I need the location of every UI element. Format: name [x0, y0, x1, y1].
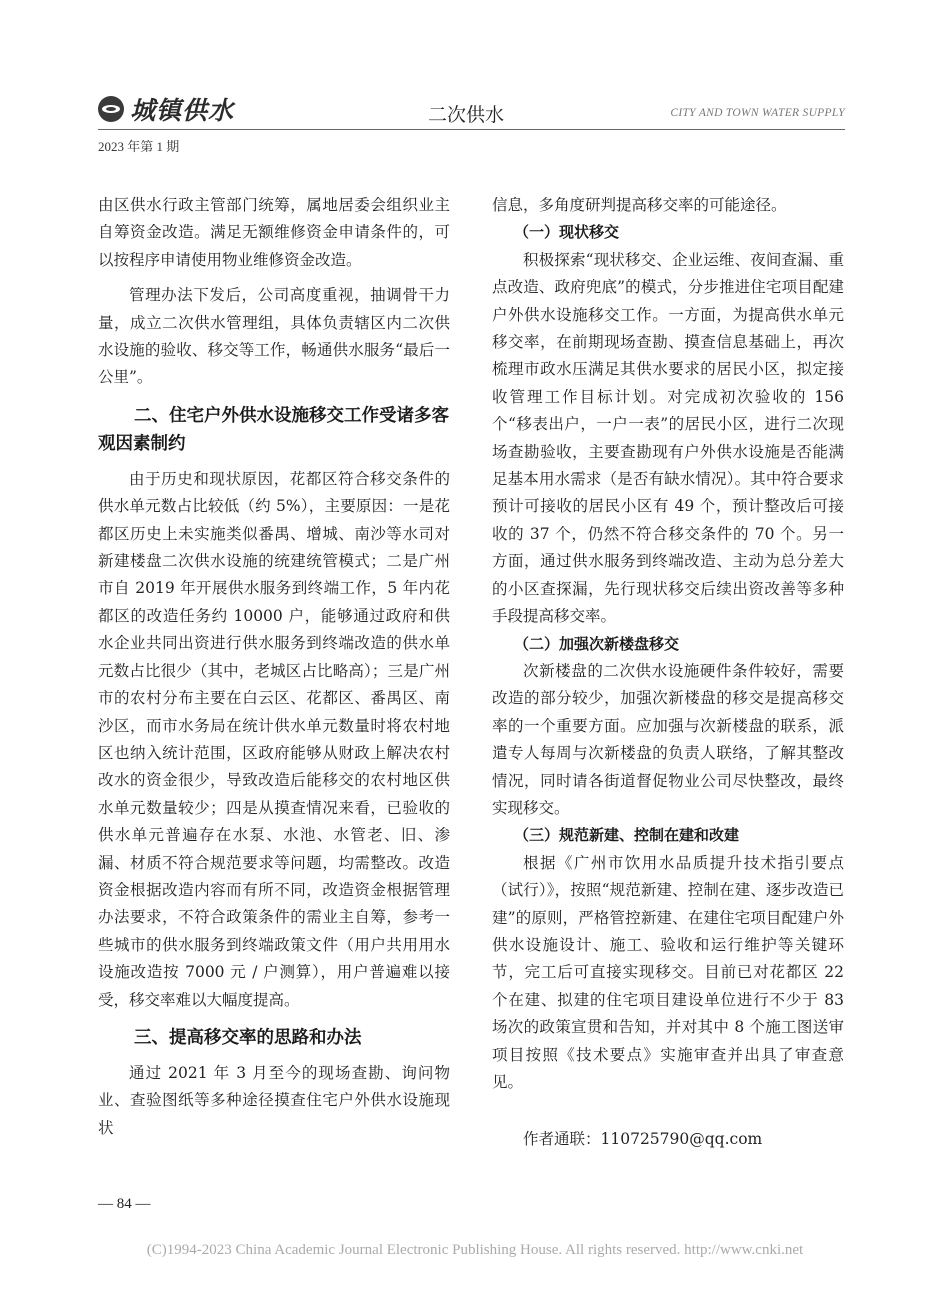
- section-title: 二次供水: [428, 104, 505, 126]
- journal-english-name: CITY AND TOWN WATER SUPPLY: [670, 107, 845, 119]
- section-heading: 二、住宅户外供水设施移交工作受诸多客观因素制约: [98, 405, 449, 454]
- subsection-heading: （一）现状移交: [514, 223, 620, 242]
- issue-label: 2023 年第 1 期: [98, 139, 180, 154]
- water-drop-logo-icon: [98, 96, 124, 122]
- paragraph: 由于历史和现状原因，花都区符合移交条件的供水单元数占比较低（约 5%），主要原因：一是花都区历史上未实施类似番禺、增城、南沙等水司对新建楼盘二次供水设施的统建统管模式；二是广州市自 2019 年开展供水服务到终端工作，5 年内花都区的改造任务约 10000 户，能够通过政府和供水企业共同出资进行供水服务到终端改造的供水单元数占比很少（其中，老城区占比略高）；三是广州市的农村分布主要在白云区、花都区、番禺区、南沙区，而市水务局在统计供水单元数量时将农村地区也纳入统计范围，区政府能够从财政上解决农村改水的资金很少，导致改造后能移交的农村地区供水单元数量较少；四是从摸查情况来看，已验收的供水单元普遍存在水泵、水池、水管老、旧、渗漏、材质不符合规范要求等问题，均需整改。改造资金根据改造内容而有所不同，改造资金根据管理办法要求，不符合政策条件的需业主自筹，参考一些城市的供水服务到终端政策文件（用户共用用水设施改造按 7000 元 / 户测算），用户普遍难以接受，移交率难以大幅度提高。: [98, 469, 450, 1009]
- section-heading: 三、提高移交率的思路和办法: [134, 1027, 362, 1048]
- subsection-heading: （二）加强次新楼盘移交: [514, 634, 680, 653]
- paragraph: 由区供水行政主管部门统筹，属地居委会组织业主自筹资金改造。满足无额维修资金申请条件的，可以按程序申请使用物业维修资金改造。: [98, 196, 450, 269]
- left-column: [98, 192, 450, 1142]
- header-divider: [98, 129, 845, 130]
- paragraph: 信息，多角度研判提高移交率的可能途径。: [492, 196, 787, 214]
- paragraph: 管理办法下发后，公司高度重视，抽调骨干力量，成立二次供水管理组，具体负责辖区内二次供水设施的验收、移交等工作，畅通供水服务“最后一公里”。: [98, 286, 450, 387]
- author-contact: 作者通联：110725790@qq.com: [523, 1130, 763, 1149]
- paragraph: 积极探索“现状移交、企业运维、夜间查漏、重点改造、政府兜底”的模式，分步推进住宅项目配建户外供水设施移交工作。一方面，为提高供水单元移交率，在前期现场查勘、摸查信息基础上，再次梳理市政水压满足其供水要求的居民小区，拟定接收管理工作目标计划。对完成初次验收的 156 个“移表出户，一户一表”的居民小区，进行二次现场查勘验收，主要查勘现有户外供水设施是否能满足基本用水需求（是否有缺水情况）。其中符合要求预计可接收的居民小区有 49 个，预计整改后可接收的 37 个，仍然不符合移交条件的 70 个。另一方面，通过供水服务到终端改造、主动为总分差大的小区查探漏，先行现状移交后续出资改善等多种手段提高移交率。: [492, 250, 844, 626]
- journal-logo: [98, 92, 234, 126]
- paragraph: 次新楼盘的二次供水设施硬件条件较好，需要改造的部分较少，加强次新楼盘的移交是提高移交率的一个重要方面。应加强与次新楼盘的联系，派遣专人每周与次新楼盘的负责人联络，了解其整改情况，同时请各街道督促物业公司尽快整改，最终实现移交。: [492, 661, 844, 817]
- copyright-notice: (C)1994-2023 China Academic Journal Electronic Publishing House. All rights reserved. http://www.cnki.net: [146, 1242, 804, 1258]
- paragraph: 通过 2021 年 3 月至今的现场查勘、询问物业、查验图纸等多种途径摸查住宅户外供水设施现状: [98, 1063, 450, 1137]
- journal-logo-text: 城镇供水: [130, 96, 235, 125]
- paragraph: 根据《广州市饮用水品质提升技术指引要点（试行）》，按照“规范新建、控制在建、逐步改造已建”的原则，严格管控新建、在建住宅项目配建户外供水设施设计、施工、验收和运行维护等关键环节，完工后可直接实现移交。目前已对花都区 22 个在建、拟建的住宅项目建设单位进行不少于 83 场次的政策宣贯和告知，并对其中 8 个施工图送审项目按照《技术要点》实施审查并出具了审查意见。: [492, 853, 844, 1091]
- right-column: [492, 192, 844, 1154]
- page-number: — 84 —: [98, 1196, 151, 1212]
- subsection-heading: （三）规范新建、控制在建和改建: [514, 826, 740, 845]
